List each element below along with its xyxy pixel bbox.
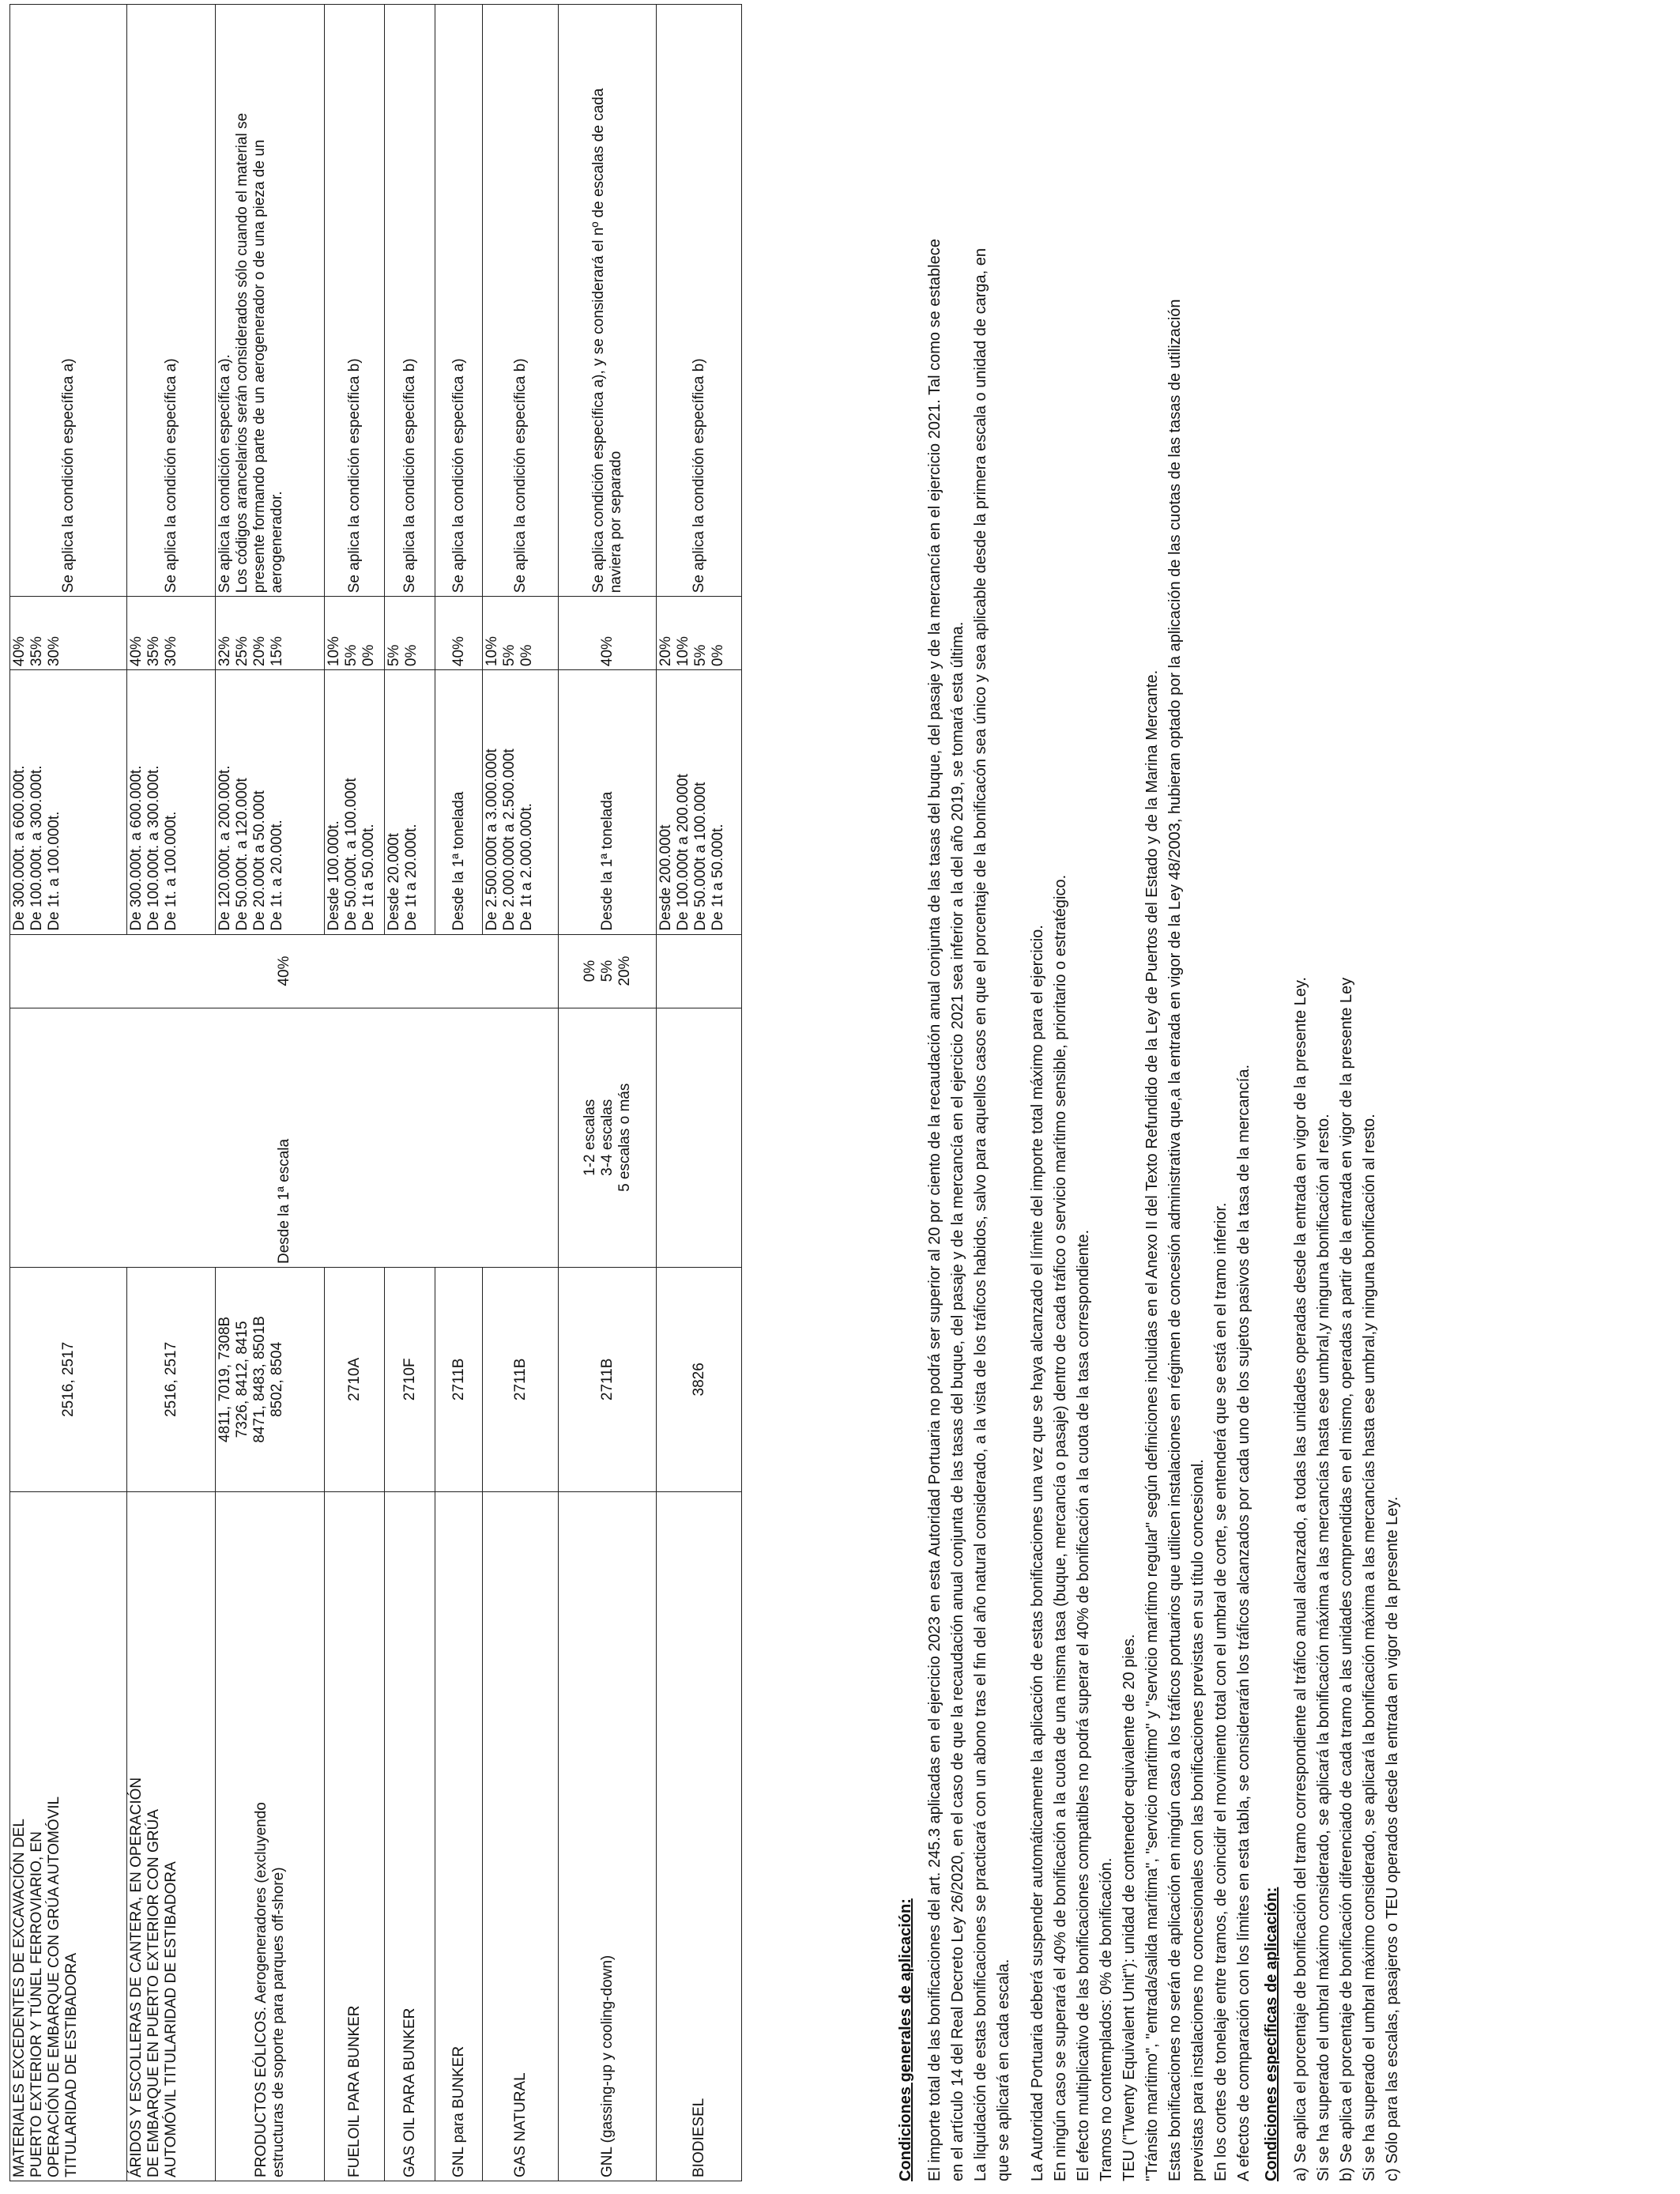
pct-cell: 40% 35% 30%: [127, 597, 216, 670]
pct-cell: 20% 10% 5% 0%: [657, 597, 742, 670]
goods-cell: BIODIESEL: [657, 1491, 742, 2181]
code-cell: 2710F: [385, 1268, 435, 1492]
code-cell: 2711B: [483, 1268, 559, 1492]
pct-cell: 40%: [435, 597, 483, 670]
tonnage-cell: Desde la 1ª tonelada: [435, 670, 483, 935]
general-paragraph: La Autoridad Portuaria deberá suspender automáticamente la aplicación de estas bonificaciones una vez que se haya alcanzado el límite del importe total máximo para el ejercicio.: [1029, 925, 1046, 2181]
specific-paragraph: c) Sólo para las escalas, pasajeros o TEU operados desde la entrada en vigor de la presente Ley.: [1384, 1496, 1401, 2181]
specific-conditions-heading: Condiciones específicas de aplicación:: [1263, 1887, 1280, 2181]
table-row: [657, 5, 742, 2181]
general-conditions-heading: Condiciones generales de aplicación:: [897, 1898, 914, 2181]
code-cell: 4811, 7019, 7308B 7326, 8412, 8415 8471, 8483, 8501B 8502, 8504: [216, 1268, 325, 1492]
condition-cell: Se aplica la condición específica a). Los códigos arancelarios serán considerados sólo cuando el material se presente formando parte de un aerogenerador o de una pieza de un aerogenerador.: [216, 5, 325, 597]
pct-cell: 10% 5% 0%: [483, 597, 559, 670]
code-cell: 2711B: [559, 1268, 657, 1492]
tonnage-cell: De 120.000t. a 200.000t. De 50.000t. a 120.000t De 20.000t a 50.000t De 1t. a 20.000t.: [216, 670, 325, 935]
pct-cell: 32% 25% 20% 15%: [216, 597, 325, 670]
goods-cell: GAS NATURAL: [483, 1491, 559, 2181]
tonnage-cell: Desde 20.000t De 1t a 20.000t.: [385, 670, 435, 935]
condition-cell: Se aplica la condición específica b): [657, 5, 742, 597]
code-cell: 3826: [657, 1268, 742, 1492]
scale-pct-cell: 0% 5% 20%: [559, 934, 657, 1008]
general-paragraph: que se aplicará en cada escala.: [995, 1958, 1012, 2181]
general-paragraph: El efecto multiplicativo de las bonificaciones compatibles no podrá superar el 40% de bonificación a la cuota de la tasa correspondiente.: [1075, 1229, 1092, 2181]
condition-cell: Se aplica la condición específica b): [385, 5, 435, 597]
code-cell: 2516, 2517: [10, 1268, 127, 1492]
specific-paragraph: b) Se aplica el porcentaje de bonificación diferenciado de cada tramo a las unidades comprendidas en el mismo, operadas a partir de la entrada en vigor de la presente Ley: [1338, 977, 1355, 2181]
scale-desc-cell: 1-2 escalas 3-4 escalas 5 escalas o más: [559, 1008, 657, 1267]
goods-cell: FUELOIL PARA BUNKER: [325, 1491, 385, 2181]
pct-cell: 10% 5% 0%: [325, 597, 385, 670]
general-paragraph: "Tránsito marítimo", "entrada/salida marítima", "servicio marítimo" y "servicio marítimo regular" según definiciones incluidas en el Anexo II del Texto Refundido de la Ley de Puertos del Estado y de la Marina Mercante.: [1143, 669, 1161, 2181]
goods-cell: ÁRIDOS Y ESCOLLERAS DE CANTERA, EN OPERACIÓN DE EMBARQUE EN PUERTO EXTERIOR CON GRÚA AUTOMÓVIL TITULARIDAD DE ESTIBADORA: [127, 1491, 216, 2181]
condition-cell: Se aplica la condición específica a): [10, 5, 127, 597]
goods-cell: GNL (gassing-up y cooling-down): [559, 1491, 657, 2181]
bonus-table: [9, 4, 742, 2181]
condition-cell: Se aplica la condición específica a): [127, 5, 216, 597]
scale-desc-cell: [657, 1008, 742, 1267]
general-paragraph: TEU ("Twenty Equivalent Unit"): unidad de contenedor equivalente de 20 pies.: [1121, 1634, 1138, 2181]
general-paragraph: En los cortes de tonelaje entre tramos, de coincidir el movimiento total con el umbral de corte, se entenderá que se está en el tramo inferior.: [1212, 1202, 1230, 2181]
condition-cell: Se aplica la condición específica b): [483, 5, 559, 597]
pct-cell: 5% 0%: [385, 597, 435, 670]
general-paragraph: El importe total de las bonificaciones del art. 245.3 aplicadas en el ejercicio 2023 en esta Autoridad Portuaria no podrá ser superior al 20 por ciento de la recaudación anual conjunta de las tasas del buque, del pasaje y de la mercancía en el ejercicio 2021. Tal como se establece: [926, 239, 944, 2181]
goods-cell: GNL para BUNKER: [435, 1491, 483, 2181]
goods-cell: PRODUCTOS EÓLICOS. Aerogeneradores (excluyendo estructuras de soporte para parques off-shore): [216, 1491, 325, 2181]
code-cell: 2710A: [325, 1268, 385, 1492]
tonnage-cell: Desde la 1ª tonelada: [559, 670, 657, 935]
general-paragraph: en el artículo 14 del Real Decreto Ley 26/2020, en el caso de que la recaudación anual conjunta de las tasas del buque, del pasaje y de la mercancía en el ejercicio 2021 sea inferior a la del año 2019, se tomará esta última.: [949, 621, 966, 2181]
scale-desc-cell: Desde la 1ª escala: [10, 1008, 559, 1267]
general-paragraph: En ningún caso se superará el 40% de bonificación a la cuota de una misma tasa (buque, mercancía o pasaje) dentro de cada tráfico o servicio marítimo sensible, prioritario o estratégico.: [1052, 874, 1069, 2181]
general-paragraph: Tramos no contemplados: 0% de bonificación.: [1098, 1857, 1115, 2181]
pct-cell: 40%: [559, 597, 657, 670]
goods-cell: GAS OIL PARA BUNKER: [385, 1491, 435, 2181]
tonnage-cell: Desde 100.000t. De 50.000t. a 100.000t De 1t a 50.000t.: [325, 670, 385, 935]
conditions-section: [873, 16, 1405, 2181]
code-cell: 2711B: [435, 1268, 483, 1492]
tonnage-cell: De 300.000t. a 600.000t. De 100.000t. a 300.000t. De 1t. a 100.000t.: [127, 670, 216, 935]
specific-paragraph: Si se ha superado el umbral máximo considerado, se aplicará la bonificación máxima a las mercancías hasta ese umbral,y ninguna bonificación al resto.: [1361, 1114, 1378, 2181]
pct-cell: 40% 35% 30%: [10, 597, 127, 670]
general-paragraph: previstas para instalaciones no concesionales con las bonificaciones previstas en su título concesional.: [1189, 1459, 1207, 2181]
general-paragraph: Estas bonificaciones no serán de aplicación en ningún caso a los tráficos portuarios que utilicen instalaciones en régimen de concesión administrativa que,a la entrada en vigor de la Ley 48/2003, hubieran optado por la aplicación de las cuotas de las tasas de utilización: [1166, 299, 1184, 2181]
condition-cell: Se aplica condición específica a), y se considerará el nº de escalas de cada naviera por separado: [559, 5, 657, 597]
goods-cell: MATERIALES EXCEDENTES DE EXCAVACIÓN DEL PUERTO EXTERIOR Y TÚNEL FERROVIARIO, EN OPERACIÓN DE EMBARQUE CON GRÚA AUTOMÓVIL TITULARIDAD DE ESTIBADORA: [10, 1491, 127, 2181]
tonnage-cell: De 300.000t. a 600.000t. De 100.000t. a 300.000t. De 1t. a 100.000t.: [10, 670, 127, 935]
scale-pct-cell: 40%: [10, 934, 559, 1008]
tonnage-cell: De 2.500.000t a 3.000.000t De 2.000.000t a 2.500.000t De 1t a 2.000.000t.: [483, 670, 559, 935]
table-row: [10, 5, 127, 2181]
tonnage-cell: Desde 200.000t De 100.000t a 200.000t De 50.000t a 100.000t De 1t a 50.000t.: [657, 670, 742, 935]
scale-pct-cell: [657, 934, 742, 1008]
condition-cell: Se aplica la condición específica b): [325, 5, 385, 597]
general-paragraph: La liquidación de estas bonificaciones se practicará con un abono tras el fin del año natural considerado, a la vista de los tráficos habidos, salvo para aquellos casos en que el porcentaje de la bonificacón sea único y sea aplicable desde la primera escala o unidad de carga, en: [972, 248, 989, 2181]
condition-cell: Se aplica la condición específica a): [435, 5, 483, 597]
table-row: [559, 5, 657, 2181]
code-cell: 2516, 2517: [127, 1268, 216, 1492]
specific-paragraph: Si se ha superado el umbral máximo considerado, se aplicará la bonificación máxima a las mercancías hasta ese umbral,y ninguna bonificación al resto.: [1315, 1114, 1332, 2181]
general-paragraph: A efectos de comparación con los límites en esta tabla, se considerarán los tráficos alcanzados por cada uno de los sujetos pasivos de la tasa de la mercancía.: [1235, 1064, 1252, 2181]
specific-paragraph: a) Se aplica el porcentaje de bonificación del tramo correspondiente al tráfico anual alcanzado, a todas las unidades operadas desde la entrada en vigor de la presente Ley.: [1292, 977, 1309, 2181]
